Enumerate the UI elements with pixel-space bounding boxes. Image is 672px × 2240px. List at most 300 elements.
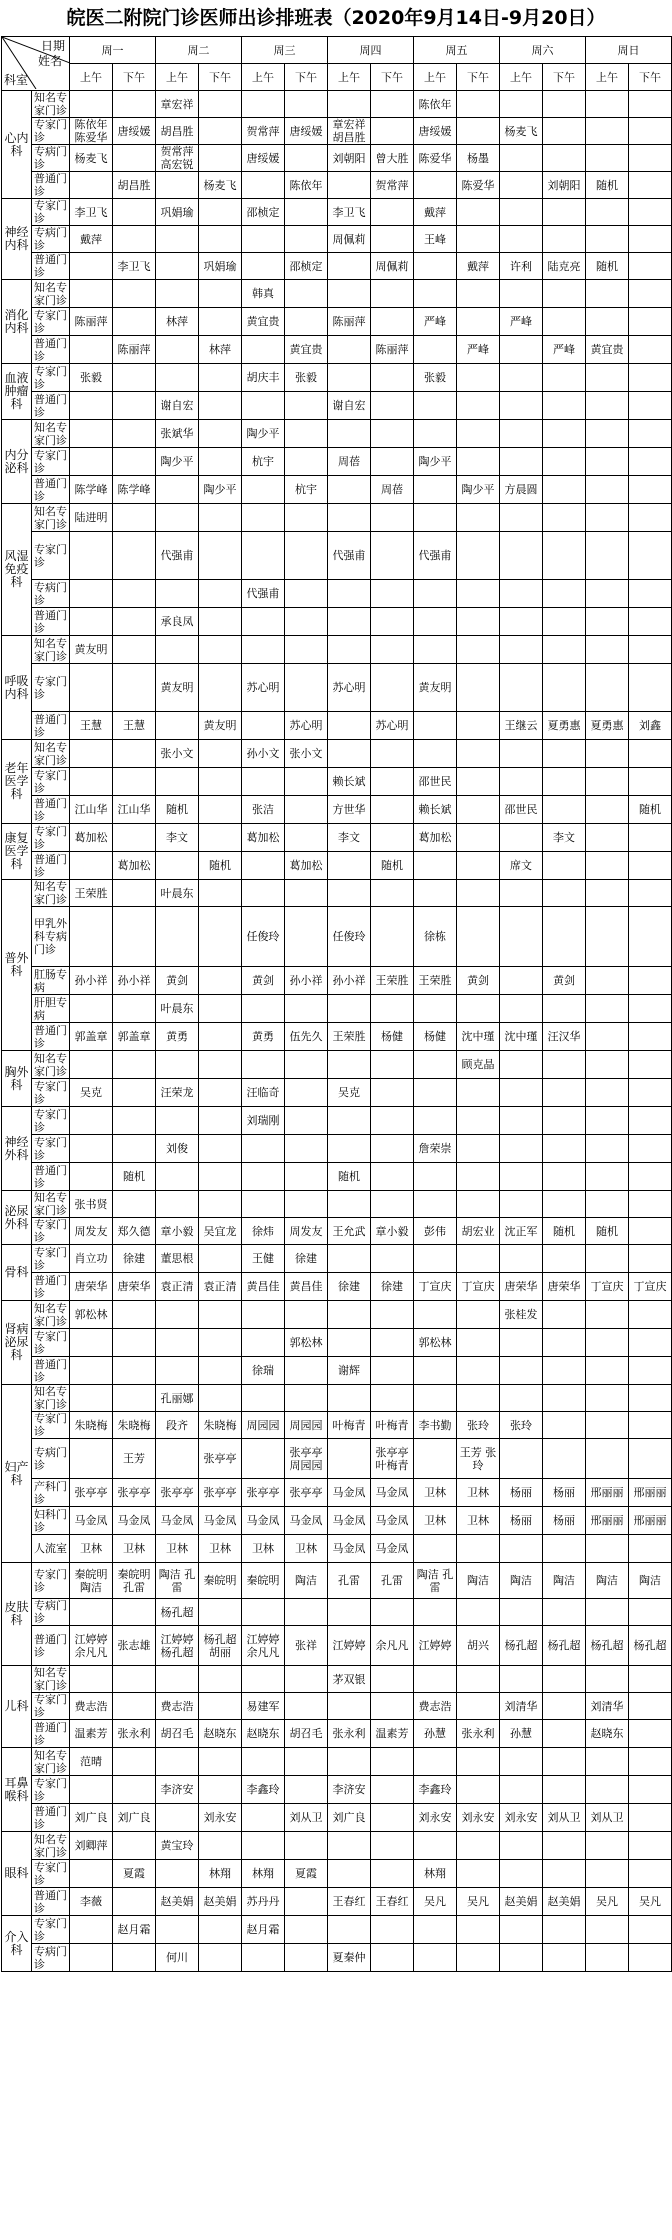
schedule-cell [371,664,414,712]
schedule-cell: 周蓓 [328,448,371,476]
schedule-cell [328,172,371,199]
schedule-cell [113,226,156,253]
day-header: 周二 [156,37,242,64]
schedule-cell [199,420,242,448]
schedule-cell [414,1385,457,1412]
schedule-cell: 严峰 [457,336,500,364]
pm-header: 下午 [113,64,156,91]
schedule-cell [156,1357,199,1385]
schedule-cell [457,796,500,824]
schedule-cell [500,1666,543,1693]
schedule-cell [457,1245,500,1273]
schedule-cell: 刘瑞刚 [242,1107,285,1135]
table-row [2,91,672,118]
schedule-cell: 唐荣华 [543,1273,586,1301]
schedule-cell [113,1079,156,1107]
schedule-cell [371,1079,414,1107]
schedule-cell: 刘永安 [414,1804,457,1832]
schedule-cell [543,1079,586,1107]
schedule-cell: 黄勇 [242,1023,285,1051]
schedule-cell [70,172,113,199]
schedule-cell [543,1329,586,1357]
table-row [2,1626,672,1666]
schedule-cell [70,280,113,308]
schedule-cell: 夏勇惠 [586,712,629,740]
schedule-cell [199,1329,242,1357]
schedule-cell: 张小文 [285,740,328,768]
schedule-cell: 杨孔超 [500,1626,543,1666]
clinic-type: 普通门诊 [32,172,70,199]
schedule-cell: 陈依年 [285,172,328,199]
schedule-cell [414,712,457,740]
schedule-cell: 刘永安 [199,1804,242,1832]
schedule-cell: 郑久德 [113,1218,156,1245]
schedule-cell [629,1776,672,1804]
schedule-cell: 黄友明 [414,664,457,712]
schedule-cell: 苏心明 [242,664,285,712]
schedule-cell: 李薇 [70,1888,113,1916]
clinic-type: 专家门诊 [32,308,70,336]
schedule-cell: 杭宇 [285,476,328,504]
schedule-cell [543,1107,586,1135]
schedule-cell: 卫林 [285,1535,328,1563]
table-row [2,1748,672,1776]
schedule-cell [328,1135,371,1163]
schedule-cell [371,995,414,1023]
schedule-cell [199,1385,242,1412]
schedule-cell: 严峰 [543,336,586,364]
schedule-cell [586,308,629,336]
schedule-cell: 邵桢定 [285,253,328,280]
department-name: 泌尿外科 [2,1191,32,1245]
schedule-cell [199,1163,242,1191]
table-row [2,880,672,907]
schedule-cell: 胡昌胜 [156,118,199,145]
schedule-cell [371,824,414,852]
schedule-cell [457,1163,500,1191]
clinic-type: 专病门诊 [32,1599,70,1626]
schedule-cell: 叶梅青 [328,1412,371,1439]
schedule-cell: 肖立功 [70,1245,113,1273]
schedule-cell [113,580,156,608]
schedule-cell [199,280,242,308]
schedule-cell [371,1051,414,1079]
schedule-cell [500,1860,543,1888]
schedule-cell [242,1599,285,1626]
schedule-cell [113,1748,156,1776]
schedule-cell: 陶洁 孔雷 [156,1563,199,1599]
schedule-cell [70,1916,113,1944]
schedule-cell [629,226,672,253]
schedule-cell: 曾大胜 [371,145,414,172]
schedule-cell [629,532,672,580]
schedule-cell [457,712,500,740]
schedule-cell: 随机 [586,253,629,280]
schedule-cell: 邵世民 [500,796,543,824]
schedule-cell [543,880,586,907]
schedule-cell [500,392,543,420]
corner-date-label: 日期 [40,39,65,53]
schedule-cell [371,1245,414,1273]
schedule-cell [500,364,543,392]
schedule-cell: 马金凤 [371,1507,414,1535]
schedule-cell: 刘广良 [113,1804,156,1832]
schedule-cell: 李文 [156,824,199,852]
schedule-cell: 吴凡 [414,1888,457,1916]
schedule-cell: 陶少平 [242,420,285,448]
schedule-cell [328,1245,371,1273]
clinic-type: 普通门诊 [32,1273,70,1301]
clinic-type: 专家门诊 [32,1563,70,1599]
schedule-cell [70,1599,113,1626]
schedule-table [1,36,672,1972]
schedule-cell: 徐建 [113,1245,156,1273]
schedule-cell [113,532,156,580]
table-row [2,1666,672,1693]
schedule-cell: 吴凡 [586,1888,629,1916]
schedule-cell [113,636,156,664]
schedule-cell [629,1051,672,1079]
schedule-cell: 李卫飞 [328,199,371,226]
clinic-type: 知名专家门诊 [32,1832,70,1860]
schedule-cell [156,226,199,253]
schedule-cell [543,995,586,1023]
schedule-cell [586,199,629,226]
schedule-cell [543,608,586,636]
schedule-cell: 刘清华 [500,1693,543,1720]
schedule-cell [586,1439,629,1479]
schedule-cell [629,1599,672,1626]
schedule-cell [199,907,242,967]
clinic-type: 专家门诊 [32,199,70,226]
schedule-cell: 章小毅 [371,1218,414,1245]
schedule-cell [414,1107,457,1135]
schedule-cell [242,392,285,420]
schedule-cell [586,1535,629,1563]
schedule-cell [543,476,586,504]
schedule-cell [543,1599,586,1626]
schedule-cell [70,1385,113,1412]
clinic-type: 专家门诊 [32,118,70,145]
table-row [2,712,672,740]
schedule-cell [371,91,414,118]
schedule-cell: 杨孔超 [629,1626,672,1666]
clinic-type: 专病门诊 [32,226,70,253]
schedule-cell: 段齐 [156,1412,199,1439]
schedule-cell [629,1720,672,1748]
schedule-cell [242,532,285,580]
schedule-cell [457,280,500,308]
schedule-cell [199,91,242,118]
department-name: 神经外科 [2,1107,32,1191]
schedule-cell [371,796,414,824]
table-row [2,1693,672,1720]
schedule-cell [285,392,328,420]
schedule-cell [199,740,242,768]
schedule-cell [543,580,586,608]
schedule-cell: 李济安 [328,1776,371,1804]
schedule-cell [543,118,586,145]
schedule-cell [70,995,113,1023]
schedule-cell [543,636,586,664]
schedule-cell: 费志浩 [70,1693,113,1720]
schedule-cell [371,532,414,580]
schedule-cell [586,1412,629,1439]
schedule-cell [328,995,371,1023]
table-row [2,1563,672,1599]
schedule-cell: 贺常萍 [371,172,414,199]
schedule-cell [199,1301,242,1329]
clinic-type: 知名专家门诊 [32,420,70,448]
am-header: 上午 [586,64,629,91]
schedule-cell: 孙小祥 [113,967,156,995]
schedule-cell [457,392,500,420]
schedule-cell [586,1599,629,1626]
schedule-cell: 叶晨东 [156,880,199,907]
schedule-cell [629,1916,672,1944]
schedule-cell [328,1916,371,1944]
schedule-cell [457,1860,500,1888]
schedule-cell: 张玲 [500,1412,543,1439]
table-row [2,308,672,336]
schedule-cell [629,145,672,172]
table-row [2,504,672,532]
schedule-cell: 苏丹丹 [242,1888,285,1916]
schedule-cell [457,118,500,145]
schedule-cell: 丁宣庆 [457,1273,500,1301]
schedule-cell [586,967,629,995]
schedule-cell [242,768,285,796]
schedule-cell [371,1916,414,1944]
schedule-cell: 陶洁 [285,1563,328,1599]
schedule-cell: 袁正清 [199,1273,242,1301]
schedule-cell [500,1599,543,1626]
table-row [2,580,672,608]
schedule-cell [371,1357,414,1385]
schedule-cell [629,1944,672,1972]
schedule-cell [586,636,629,664]
schedule-cell: 邢丽丽 [586,1507,629,1535]
schedule-cell [285,907,328,967]
schedule-cell: 吴宜龙 [199,1218,242,1245]
schedule-cell [629,1107,672,1135]
schedule-cell [199,1135,242,1163]
schedule-cell: 张书贤 [70,1191,113,1218]
schedule-cell [414,995,457,1023]
schedule-cell [457,1776,500,1804]
schedule-cell [500,995,543,1023]
schedule-cell [70,392,113,420]
table-row [2,824,672,852]
schedule-cell: 严峰 [414,308,457,336]
schedule-cell: 汪汉华 [543,1023,586,1051]
schedule-cell: 沈中瑾 [500,1023,543,1051]
schedule-cell [500,199,543,226]
schedule-cell: 谢自宏 [156,392,199,420]
schedule-cell [199,1599,242,1626]
schedule-cell: 黄友明 [70,636,113,664]
schedule-cell [629,504,672,532]
schedule-cell [371,1666,414,1693]
schedule-cell [371,308,414,336]
schedule-cell: 唐绥媛 [285,118,328,145]
schedule-cell [199,1776,242,1804]
schedule-cell [156,712,199,740]
schedule-cell: 刘卿萍 [70,1832,113,1860]
schedule-cell [199,636,242,664]
table-row [2,1776,672,1804]
schedule-cell: 随机 [543,1218,586,1245]
schedule-cell: 陶洁 [629,1563,672,1599]
schedule-cell: 王芳 张玲 [457,1439,500,1479]
schedule-cell [543,1412,586,1439]
schedule-cell [629,1385,672,1412]
clinic-type: 专病门诊 [32,1439,70,1479]
schedule-cell: 徐栋 [414,907,457,967]
clinic-type: 肝胆专病 [32,995,70,1023]
schedule-cell: 王荣胜 [371,967,414,995]
schedule-cell [414,253,457,280]
schedule-cell [242,172,285,199]
schedule-cell [500,1944,543,1972]
table-row [2,1507,672,1535]
schedule-cell: 孔雷 [328,1563,371,1599]
schedule-cell [629,172,672,199]
schedule-cell: 易建军 [242,1693,285,1720]
schedule-cell [457,580,500,608]
clinic-type: 知名专家门诊 [32,636,70,664]
schedule-cell [199,532,242,580]
schedule-cell: 李鑫玲 [414,1776,457,1804]
clinic-type: 甲乳外科专病门诊 [32,907,70,967]
schedule-cell: 赵晓东 [199,1720,242,1748]
schedule-cell [414,1666,457,1693]
day-header: 周六 [500,37,586,64]
schedule-cell [457,1832,500,1860]
schedule-cell [543,1720,586,1748]
table-row [2,392,672,420]
schedule-cell [543,768,586,796]
schedule-cell [328,580,371,608]
schedule-cell [113,280,156,308]
schedule-cell: 周发友 [285,1218,328,1245]
clinic-type: 知名专家门诊 [32,280,70,308]
schedule-cell [586,364,629,392]
schedule-cell [586,1357,629,1385]
schedule-cell [543,364,586,392]
schedule-cell [586,1916,629,1944]
schedule-cell [371,1135,414,1163]
schedule-cell: 邢丽丽 [586,1479,629,1507]
schedule-cell: 章宏祥 [156,91,199,118]
schedule-cell [457,1666,500,1693]
schedule-cell [242,880,285,907]
clinic-type: 普通门诊 [32,1626,70,1666]
schedule-cell: 随机 [371,852,414,880]
schedule-cell [457,1385,500,1412]
schedule-cell [414,280,457,308]
clinic-type: 知名专家门诊 [32,1385,70,1412]
schedule-cell [500,1329,543,1357]
schedule-cell [629,1693,672,1720]
schedule-cell: 赖长斌 [414,796,457,824]
schedule-cell [199,1023,242,1051]
schedule-cell [629,308,672,336]
schedule-cell: 李文 [328,824,371,852]
schedule-cell [371,1599,414,1626]
schedule-cell: 胡召毛 [285,1720,328,1748]
schedule-cell: 秦皖明 陶洁 [70,1563,113,1599]
schedule-cell [500,1535,543,1563]
schedule-cell [414,336,457,364]
schedule-cell [629,91,672,118]
schedule-cell [328,280,371,308]
schedule-cell [586,1079,629,1107]
schedule-cell [371,1832,414,1860]
schedule-cell [156,1191,199,1218]
schedule-cell: 孙小祥 [70,967,113,995]
schedule-cell [113,880,156,907]
schedule-cell [500,145,543,172]
schedule-cell [199,1191,242,1218]
schedule-cell [242,336,285,364]
schedule-cell: 刘俊 [156,1135,199,1163]
schedule-cell [629,1860,672,1888]
department-name: 介入科 [2,1916,32,1972]
schedule-cell [457,1191,500,1218]
schedule-cell [70,1051,113,1079]
schedule-cell: 江山华 [70,796,113,824]
schedule-cell: 徐瑞 [242,1357,285,1385]
schedule-cell [285,768,328,796]
schedule-cell [328,1107,371,1135]
schedule-cell [285,199,328,226]
table-row [2,664,672,712]
schedule-cell [199,608,242,636]
schedule-cell [242,1804,285,1832]
schedule-cell: 王荣胜 [328,1023,371,1051]
schedule-cell: 沈正军 [500,1218,543,1245]
schedule-cell: 任俊玲 [242,907,285,967]
schedule-cell [113,664,156,712]
schedule-cell: 赵美娟 [156,1888,199,1916]
schedule-cell: 黄友明 [199,712,242,740]
schedule-cell [586,580,629,608]
department-name: 消化内科 [2,280,32,364]
schedule-cell [371,740,414,768]
schedule-cell [414,1535,457,1563]
schedule-cell: 刘从卫 [543,1804,586,1832]
schedule-cell: 江婷婷 [328,1626,371,1666]
schedule-cell [242,636,285,664]
schedule-cell: 唐荣华 [70,1273,113,1301]
schedule-cell [543,1357,586,1385]
schedule-cell [156,1666,199,1693]
schedule-cell [414,1301,457,1329]
schedule-cell [285,1748,328,1776]
schedule-cell: 孙慧 [414,1720,457,1748]
schedule-cell: 徐炜 [242,1218,285,1245]
schedule-cell: 随机 [586,172,629,199]
schedule-cell [543,1385,586,1412]
schedule-cell [242,852,285,880]
schedule-cell [70,1357,113,1385]
schedule-cell [457,1944,500,1972]
table-row [2,907,672,967]
schedule-cell [543,504,586,532]
schedule-cell [285,1135,328,1163]
schedule-cell [457,1748,500,1776]
